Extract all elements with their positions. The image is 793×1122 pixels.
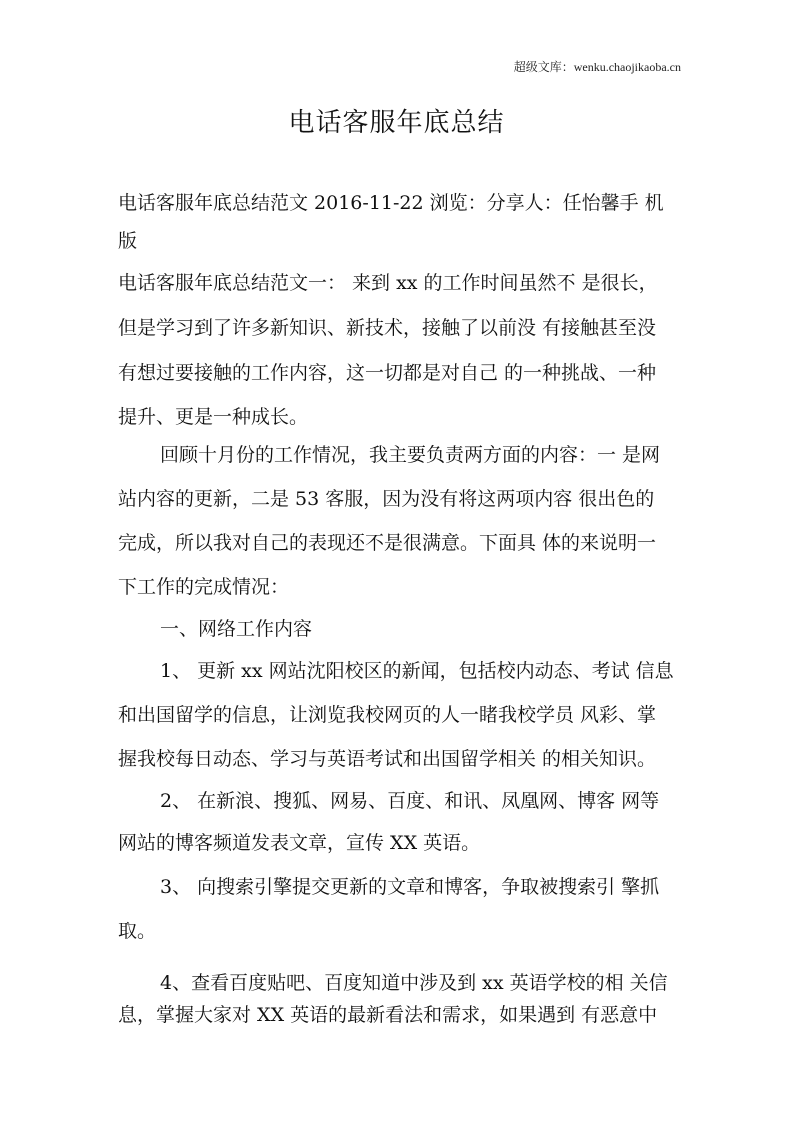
list-item-line: 和出国留学的信息，让浏览我校网页的人一睹我校学员 风彩、掌 [118,704,657,726]
list-item-line: 3、 向搜索引擎提交更新的文章和博客，争取被搜索引 擎抓 [160,876,660,898]
paragraph-line: 有想过要接触的工作内容，这一切都是对自己 的一种挑战、一种 [118,362,657,384]
list-item-line: 网站的博客频道发表文章，宣传 XX 英语。 [118,832,481,854]
paragraph-line: 回顾十月份的工作情况，我主要负责两方面的内容：一 是网 [160,444,661,466]
list-item-line: 1、 更新 xx 网站沈阳校区的新闻，包括校内动态、考试 信息 [160,660,674,682]
paragraph-line: 站内容的更新，二是 53 客服，因为没有将这两项内容 很出色的 [118,488,655,510]
document-title: 电话客服年底总结 [288,108,505,138]
paragraph-line: 完成，所以我对自己的表现还不是很满意。下面具 体的来说明一 [118,532,657,554]
meta-line: 电话客服年底总结范文 2016-11-22 浏览：分享人：任怡馨手 机 [118,192,664,214]
section-heading: 一、网络工作内容 [160,618,313,640]
paragraph-line: 电话客服年底总结范文一： 来到 xx 的工作时间虽然不 是很长， [118,272,658,294]
list-item-line: 4、查看百度贴吧、百度知道中涉及到 xx 英语学校的相 关信 [160,972,668,994]
paragraph-line: 提升、更是一种成长。 [118,406,309,428]
list-item-line: 取。 [118,920,157,942]
meta-line-cont: 版 [118,230,138,252]
list-item-line: 握我校每日动态、学习与英语考试和出国留学相关 的相关知识。 [118,748,657,770]
paragraph-line: 但是学习到了许多新知识、新技术，接触了以前没 有接触甚至没 [118,317,657,339]
site-watermark: 超级文库：wenku.chaojikaoba.cn [513,60,681,74]
paragraph-line: 下工作的完成情况： [118,576,290,598]
list-item-line: 息，掌握大家对 XX 英语的最新看法和需求，如果遇到 有恶意中 [118,1004,658,1026]
list-item-line: 2、 在新浪、搜狐、网易、百度、和讯、凤凰网、博客 网等 [160,790,660,812]
